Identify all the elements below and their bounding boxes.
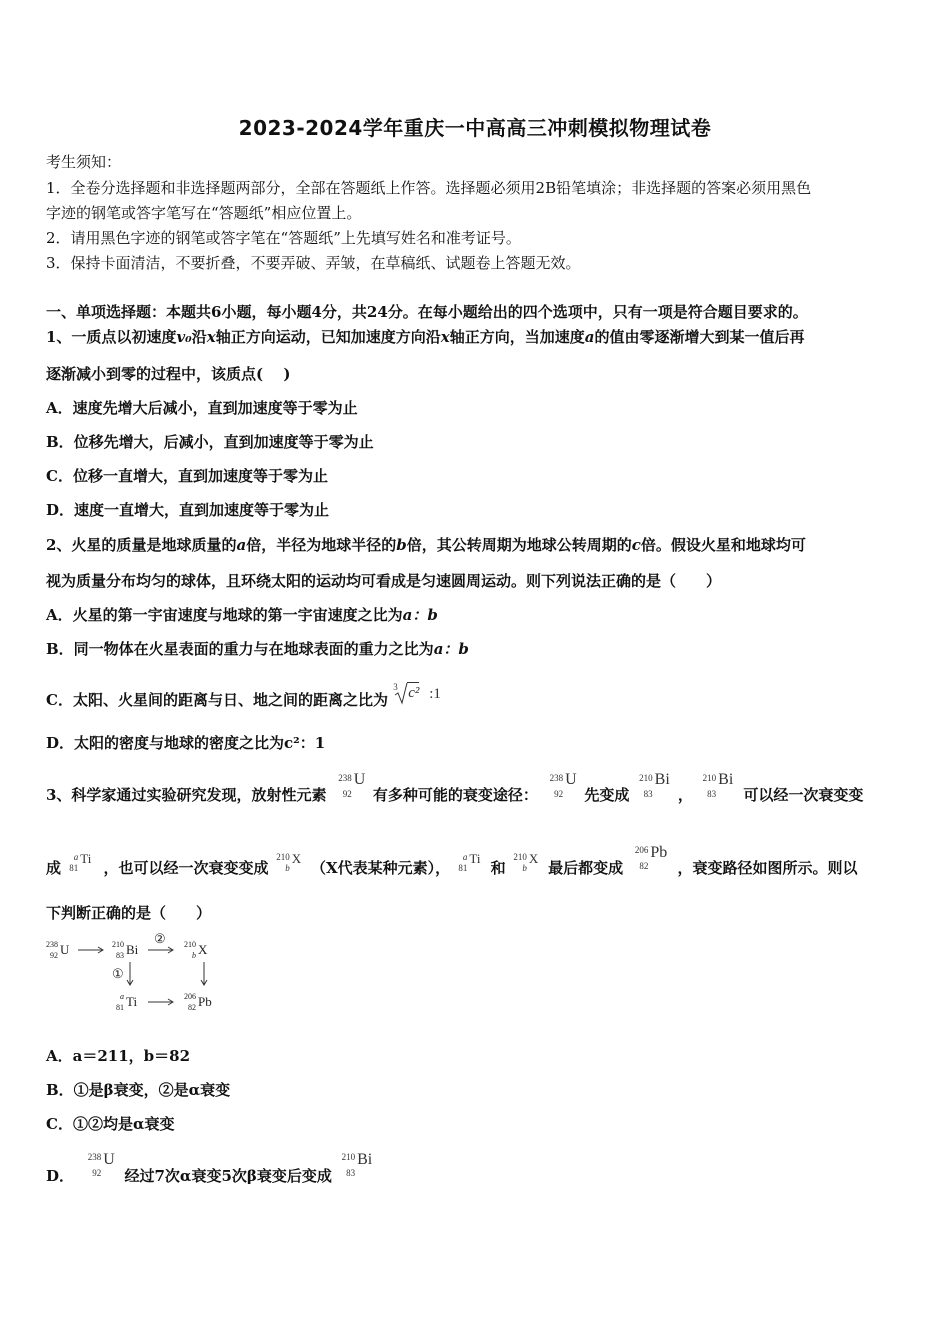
arrow-icon: [148, 998, 178, 1006]
arrow-down-icon: [200, 962, 208, 988]
diagram-node-Pb: 206 82 Pb: [184, 992, 212, 1012]
notice-item: 2．请用黑色字迹的钢笔或答字笔在“答题纸”上先填写姓名和准考证号。: [46, 229, 521, 247]
nuclide-Ti: a 81 Ti: [69, 851, 92, 873]
q2-option-d: D．太阳的密度与地球的密度之比为c²：1: [46, 734, 326, 752]
nuclide-Pb206: 206 82 Pb: [634, 844, 668, 871]
nuclide-Bi210: 210 83 Bi: [639, 771, 670, 799]
q1-option-a: A．速度先增大后减小，直到加速度等于零为止: [46, 399, 358, 417]
circle-two-label: ②: [154, 931, 166, 946]
arrow-icon: [148, 946, 178, 954]
diagram-node-Ti: a 81 Ti: [116, 992, 138, 1012]
diagram-node-U: 238 92 U: [46, 940, 70, 960]
q3-option-a: A．a＝211，b＝82: [46, 1047, 191, 1065]
notice-heading: 考生须知：: [46, 153, 122, 171]
q1-option-c: C．位移一直增大，直到加速度等于零为止: [46, 467, 328, 485]
nuclide-U238: 238 92 U: [338, 771, 366, 799]
q2-stem-line2: 视为质量分布均匀的球体，且环绕太阳的运动均可看成是匀速圆周运动。则下列说法正确的是（ ）: [46, 572, 722, 590]
diagram-node-X: 210 b X: [184, 940, 208, 960]
circle-one-label: ①: [112, 966, 124, 981]
arrow-down-icon: [126, 962, 134, 988]
q1-stem-line1: 1、一质点以初速度v₀沿x轴正方向运动，已知加速度方向沿x轴正方向，当加速度a的值由零逐渐增大到某一值后再: [46, 328, 805, 346]
nuclide-X: 210 b X: [276, 851, 302, 873]
section-heading: 一、单项选择题：本题共6小题，每小题4分，共24分。在每小题给出的四个选项中，只有一项是符合题目要求的。: [46, 303, 808, 321]
page-title: 2023-2024学年重庆一中高高三冲刺模拟物理试卷: [238, 116, 712, 140]
q2-option-b: B．同一物体在火星表面的重力与在地球表面的重力之比为a：b: [46, 640, 469, 658]
q3-stem-line2: 成 a 81 Ti ，也可以经一次衰变变成 210 b X （X代表某种元素）， a 81 Ti 和 210 b X 最后都变成 206 82 Pb ，衰变路径如图所示。则以: [46, 844, 858, 877]
nuclide-X: 210 b X: [513, 851, 539, 873]
nuclide-U238: 238 92 U: [87, 1151, 115, 1178]
decay-diagram: [44, 931, 244, 1014]
q2-option-a: A．火星的第一宇宙速度与地球的第一宇宙速度之比为a：b: [46, 606, 438, 624]
nuclide-Bi210: 210 83 Bi: [341, 1151, 373, 1178]
q1-option-b: B．位移先增大，后减小，直到加速度等于零为止: [46, 433, 374, 451]
q3-option-c: C．①②均是α衰变: [46, 1115, 175, 1133]
q3-stem-line1: 3、科学家通过实验研究发现，放射性元素 238 92 U 有多种可能的衰变途径： 238 92 U 先变成 210 83 Bi ， 210 83 Bi 可以经一次衰变变: [46, 771, 864, 804]
q3-option-b: B．①是β衰变，②是α衰变: [46, 1081, 231, 1099]
q3-option-d: D． 238 92 U 经过7次α衰变5次β衰变后变成 210 83 Bi: [46, 1161, 916, 1186]
notice-item: 3．保持卡面清洁，不要折叠，不要弄破、弄皱，在草稿纸、试题卷上答题无效。: [46, 254, 581, 272]
q2-option-c: C．太阳、火星间的距离与日、地之间的距离之比为 3 c² :1: [46, 685, 916, 710]
radical-sign: [394, 681, 408, 705]
notice-item: 1．全卷分选择题和非选择题两部分，全部在答题纸上作答。选择题必须用2B铅笔填涂；非选择题的答案必须用黑色: [46, 179, 812, 197]
q1-option-d: D．速度一直增大，直到加速度等于零为止: [46, 501, 330, 519]
q3-stem-line3: 下判断正确的是（ ）: [46, 904, 212, 922]
arrow-icon: [78, 946, 108, 954]
nuclide-Ti: a 81 Ti: [458, 851, 481, 873]
notice-item: 字迹的钢笔或答字笔写在“答题纸”相应位置上。: [46, 204, 362, 222]
nuclide-U238: 238 92 U: [549, 771, 577, 799]
cube-root-expression: 3 c² :1: [393, 685, 445, 705]
nuclide-Bi210: 210 83 Bi: [702, 771, 734, 799]
q2-stem-line1: 2、火星的质量是地球质量的a倍，半径为地球半径的b倍，其公转周期为地球公转周期的c倍。假设火星和地球均可: [46, 536, 806, 554]
q1-stem-line2: 逐渐减小到零的过程中，该质点( ): [46, 365, 291, 383]
diagram-node-Bi: 210 83 Bi: [112, 940, 139, 960]
